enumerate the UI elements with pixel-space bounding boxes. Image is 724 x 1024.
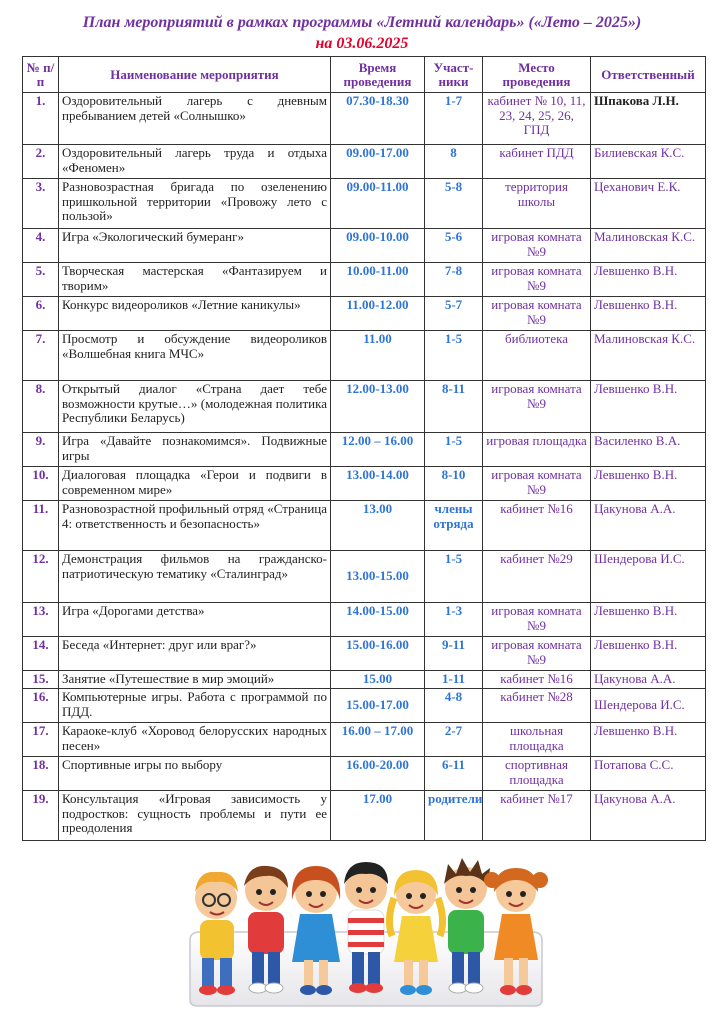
event-responsible: Цакунова А.А.: [591, 791, 706, 841]
page-date: на 03.06.2025: [315, 35, 409, 52]
event-name: Занятие «Путешествие в мир эмоций»: [59, 671, 331, 689]
row-num: 7.: [23, 331, 59, 381]
event-name: Игра «Экологический бумеранг»: [59, 229, 331, 263]
event-responsible: Цакунова А.А.: [591, 501, 706, 551]
table-row: [23, 263, 706, 297]
event-time: 13.00-15.00: [331, 551, 425, 603]
event-responsible: Шендерова И.С.: [591, 551, 706, 603]
children-sitting-on-bench-icon: [180, 840, 552, 1010]
event-participants: члены отряда: [425, 501, 483, 551]
event-time: 12.00-13.00: [331, 381, 425, 433]
row-num: 16.: [23, 689, 59, 723]
event-name: Компьютерные игры. Работа с программой по ПДД.: [59, 689, 331, 723]
event-time: 15.00-16.00: [331, 637, 425, 671]
event-responsible: Малиновская К.С.: [591, 229, 706, 263]
table-row: [23, 671, 706, 689]
event-participants: 8: [425, 145, 483, 179]
event-responsible: Левшенко В.Н.: [591, 603, 706, 637]
event-responsible: Шендерова И.С.: [591, 689, 706, 723]
row-num: 12.: [23, 551, 59, 603]
row-num: 10.: [23, 467, 59, 501]
header-time: Время проведения: [331, 57, 425, 93]
table-row: [23, 791, 706, 841]
event-time: 09.00-10.00: [331, 229, 425, 263]
row-num: 15.: [23, 671, 59, 689]
event-participants: 1-7: [425, 93, 483, 145]
event-name: Демонстрация фильмов на гражданско-патриотическую тематику «Сталинград»: [59, 551, 331, 603]
event-participants: 6-11: [425, 757, 483, 791]
event-responsible: Левшенко В.Н.: [591, 263, 706, 297]
event-participants: 5-6: [425, 229, 483, 263]
page-title: План мероприятий в рамках программы «Летний календарь» («Лето – 2025»): [82, 14, 642, 31]
header-participants: Участ-ники: [425, 57, 483, 93]
table-row: [23, 637, 706, 671]
table-row: [23, 297, 706, 331]
event-place: школьная площадка: [483, 723, 591, 757]
event-participants: 2-7: [425, 723, 483, 757]
row-num: 8.: [23, 381, 59, 433]
event-participants: 7-8: [425, 263, 483, 297]
event-name: Игра «Давайте познакомимся». Подвижные игры: [59, 433, 331, 467]
table-row: [23, 689, 706, 723]
event-time: 10.00-11.00: [331, 263, 425, 297]
event-place: кабинет №16: [483, 501, 591, 551]
event-name: Спортивные игры по выбору: [59, 757, 331, 791]
event-time: 16.00 – 17.00: [331, 723, 425, 757]
event-participants: 9-11: [425, 637, 483, 671]
event-place: библиотека: [483, 331, 591, 381]
event-place: кабинет №29: [483, 551, 591, 603]
event-time: 12.00 – 16.00: [331, 433, 425, 467]
event-time: 16.00-20.00: [331, 757, 425, 791]
event-place: кабинет №17: [483, 791, 591, 841]
event-name: Оздоровительный лагерь с дневным пребыванием детей «Солнышко»: [59, 93, 331, 145]
event-time: 17.00: [331, 791, 425, 841]
row-num: 19.: [23, 791, 59, 841]
event-place: территория школы: [483, 179, 591, 229]
header-num: № п/п: [23, 57, 59, 93]
event-name: Разновозрастной профильный отряд «Страница 4: ответственность и безопасность»: [59, 501, 331, 551]
event-place: игровая комната №9: [483, 297, 591, 331]
table-header-row: [23, 57, 706, 93]
event-responsible: Шпакова Л.Н.: [591, 93, 706, 145]
event-place: кабинет ПДД: [483, 145, 591, 179]
table-row: [23, 603, 706, 637]
row-num: 2.: [23, 145, 59, 179]
event-place: кабинет № 10, 11, 23, 24, 25, 26, ГПД: [483, 93, 591, 145]
event-time: 07.30-18.30: [331, 93, 425, 145]
event-name: Творческая мастерская «Фантазируем и творим»: [59, 263, 331, 297]
header-place: Место проведения: [483, 57, 591, 93]
event-name: Разновозрастная бригада по озеленению пришкольной территории «Провожу лето с пользой»: [59, 179, 331, 229]
table-row: [23, 331, 706, 381]
event-participants: 1-3: [425, 603, 483, 637]
table-row: [23, 757, 706, 791]
table-row: [23, 551, 706, 603]
event-place: игровая комната №9: [483, 603, 591, 637]
event-responsible: Цеханович Е.К.: [591, 179, 706, 229]
event-time: 15.00-17.00: [331, 689, 425, 723]
row-num: 6.: [23, 297, 59, 331]
event-time: 11.00: [331, 331, 425, 381]
event-place: игровая площадка: [483, 433, 591, 467]
table-row: [23, 381, 706, 433]
row-num: 5.: [23, 263, 59, 297]
event-place: игровая комната №9: [483, 637, 591, 671]
event-responsible: Левшенко В.Н.: [591, 637, 706, 671]
header-name: Наименование мероприятия: [59, 57, 331, 93]
event-participants: 1-5: [425, 433, 483, 467]
event-time: 13.00: [331, 501, 425, 551]
event-name: Открытый диалог «Страна дает тебе возможности крутые…» (молодежная политика Республики Беларусь): [59, 381, 331, 433]
event-participants: 4-8: [425, 689, 483, 723]
event-time: 09.00-11.00: [331, 179, 425, 229]
event-participants: 5-8: [425, 179, 483, 229]
event-name: Игра «Дорогами детства»: [59, 603, 331, 637]
event-time: 14.00-15.00: [331, 603, 425, 637]
event-time: 15.00: [331, 671, 425, 689]
event-responsible: Потапова С.С.: [591, 757, 706, 791]
row-num: 9.: [23, 433, 59, 467]
children-illustration: [180, 840, 552, 1010]
event-name: Диалоговая площадка «Герои и подвиги в современном мире»: [59, 467, 331, 501]
table-row: [23, 433, 706, 467]
row-num: 14.: [23, 637, 59, 671]
event-place: игровая комната №9: [483, 467, 591, 501]
row-num: 1.: [23, 93, 59, 145]
row-num: 3.: [23, 179, 59, 229]
event-responsible: Малиновская К.С.: [591, 331, 706, 381]
event-responsible: Василенко В.А.: [591, 433, 706, 467]
table-row: [23, 467, 706, 501]
event-place: игровая комната №9: [483, 381, 591, 433]
table-row: [23, 501, 706, 551]
event-place: спортивная площадка: [483, 757, 591, 791]
event-time: 09.00-17.00: [331, 145, 425, 179]
table-row: [23, 723, 706, 757]
event-responsible: Левшенко В.Н.: [591, 467, 706, 501]
event-participants: родители: [425, 791, 483, 841]
row-num: 17.: [23, 723, 59, 757]
event-participants: 1-5: [425, 331, 483, 381]
table-row: [23, 229, 706, 263]
event-participants: 8-10: [425, 467, 483, 501]
event-name: Караоке-клуб «Хоровод белорусских народных песен»: [59, 723, 331, 757]
event-participants: 1-11: [425, 671, 483, 689]
event-place: игровая комната №9: [483, 263, 591, 297]
row-num: 4.: [23, 229, 59, 263]
event-responsible: Левшенко В.Н.: [591, 381, 706, 433]
event-name: Беседа «Интернет: друг или враг?»: [59, 637, 331, 671]
event-time: 13.00-14.00: [331, 467, 425, 501]
event-participants: 5-7: [425, 297, 483, 331]
event-name: Оздоровительный лагерь труда и отдыха «Феномен»: [59, 145, 331, 179]
header-responsible: Ответственный: [591, 57, 706, 93]
event-name: Конкурс видеороликов «Летние каникулы»: [59, 297, 331, 331]
event-time: 11.00-12.00: [331, 297, 425, 331]
row-num: 11.: [23, 501, 59, 551]
event-participants: 8-11: [425, 381, 483, 433]
event-responsible: Левшенко В.Н.: [591, 723, 706, 757]
table-row: [23, 145, 706, 179]
event-responsible: Левшенко В.Н.: [591, 297, 706, 331]
event-responsible: Билиевская К.С.: [591, 145, 706, 179]
row-num: 18.: [23, 757, 59, 791]
row-num: 13.: [23, 603, 59, 637]
event-participants: 1-5: [425, 551, 483, 603]
table-row: [23, 179, 706, 229]
event-place: кабинет №16: [483, 671, 591, 689]
event-responsible: Цакунова А.А.: [591, 671, 706, 689]
event-place: игровая комната №9: [483, 229, 591, 263]
events-table: [22, 56, 706, 841]
event-place: кабинет №28: [483, 689, 591, 723]
event-name: Просмотр и обсуждение видеороликов «Волшебная книга МЧС»: [59, 331, 331, 381]
table-row: [23, 93, 706, 145]
event-name: Консультация «Игровая зависимость у подростков: сущность проблемы и пути ее преодоления: [59, 791, 331, 841]
